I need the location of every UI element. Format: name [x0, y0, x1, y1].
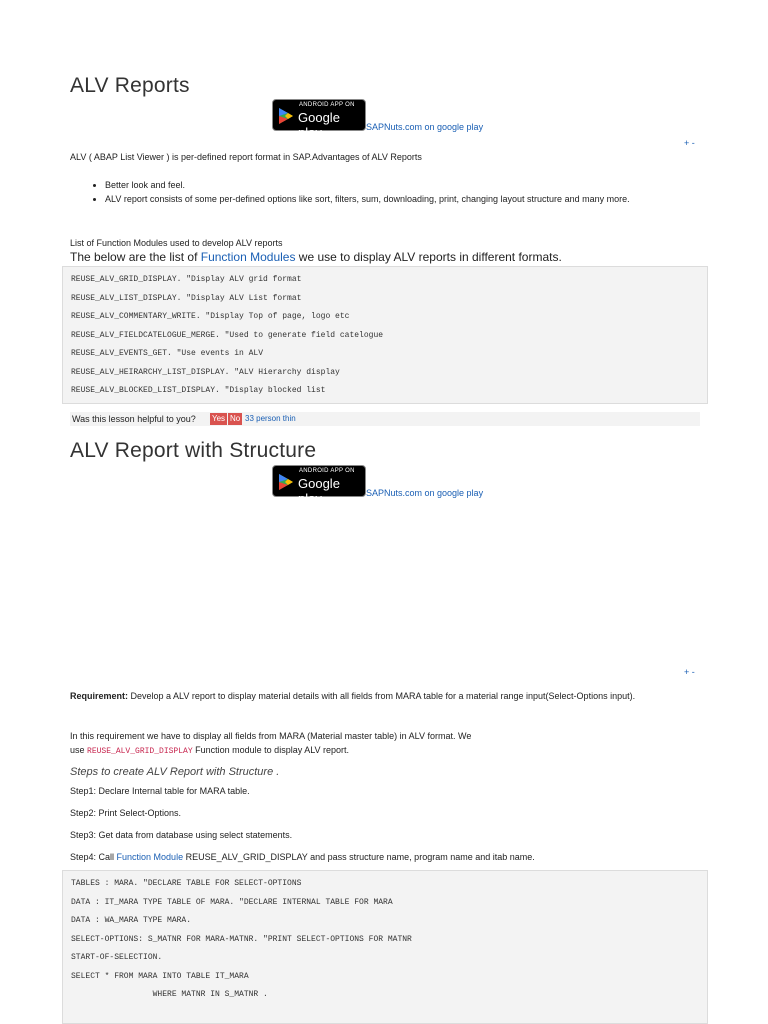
google-play-badge[interactable] [272, 99, 366, 140]
badge-store-name: Google play [298, 110, 340, 140]
alv-description: ALV ( ABAP List Viewer ) is per-defined report format in SAP.Advantages of ALV Reports [70, 152, 422, 162]
expand-collapse-toggle[interactable]: + - [684, 667, 695, 677]
google-play-link[interactable]: SAPNuts.com on google play [366, 488, 484, 498]
code-line: REUSE_ALV_LIST_DISPLAY. "Display ALV List format [71, 294, 302, 303]
step-1: Step1: Declare Internal table for MARA table. [70, 786, 250, 796]
google-play-badge[interactable] [272, 465, 366, 506]
code-block-program [62, 870, 708, 1024]
intro-text: The below are the list of [70, 250, 201, 264]
code-line: REUSE_ALV_HEIRARCHY_LIST_DISPLAY. "ALV Hierarchy display [71, 368, 340, 377]
fm-heading: List of Function Modules used to develop ALV reports [70, 238, 283, 248]
code-line: WHERE MATNR IN S_MATNR . [71, 990, 268, 999]
feedback-question: Was this lesson helpful to you? [72, 414, 196, 424]
page-title: ALV Reports [70, 74, 190, 97]
explanation-text: Function module to display ALV report. [192, 745, 350, 755]
play-store-icon [278, 473, 294, 491]
feedback-bar [70, 412, 700, 426]
step-2: Step2: Print Select-Options. [70, 808, 182, 818]
expand-collapse-toggle[interactable]: + - [684, 138, 695, 148]
advantages-list [91, 178, 675, 206]
step-3: Step3: Get data from database using select statements. [70, 830, 293, 840]
function-module-keyword: REUSE_ALV_GRID_DISPLAY [87, 747, 193, 756]
requirement-explanation [70, 729, 690, 759]
badge-caption: ANDROID APP ON [299, 468, 355, 474]
code-line: REUSE_ALV_EVENTS_GET. "Use events in ALV [71, 349, 264, 358]
code-line: REUSE_ALV_GRID_DISPLAY. "Display ALV grid format [71, 275, 302, 284]
code-line: TABLES : MARA. "DECLARE TABLE FOR SELECT-OPTIONS [71, 879, 302, 888]
section-title: ALV Report with Structure [70, 439, 317, 462]
list-item: • Better look and feel. [105, 178, 675, 192]
explanation-text: use [70, 745, 88, 755]
intro-text: we use to display ALV reports in different formats. [295, 250, 562, 264]
badge-caption: ANDROID APP ON [299, 102, 355, 108]
no-button[interactable]: No [230, 414, 241, 423]
badge-store-name: Google play [298, 476, 340, 506]
code-block-function-modules [62, 266, 708, 404]
list-item: • ALV report consists of some per-defined options like sort, filters, sum, downloading, print, changing layout structure and many more. [105, 192, 675, 206]
fm-intro [70, 250, 562, 264]
yes-button[interactable]: Yes [212, 414, 226, 423]
google-play-link[interactable]: SAPNuts.com on google play [366, 122, 484, 132]
play-store-icon [278, 107, 294, 125]
function-module-link[interactable]: Function Module [116, 852, 184, 862]
requirement-text: Develop a ALV report to display material details with all fields from MARA table for a material range input(Select-Options input). [128, 691, 636, 701]
requirement [70, 689, 690, 703]
step-4 [70, 850, 535, 864]
code-line: REUSE_ALV_FIELDCATELOGUE_MERGE. "Used to generate field catelogue [71, 331, 384, 340]
code-line: START-OF-SELECTION. [71, 953, 163, 962]
steps-heading: Steps to create ALV Report with Structure . [70, 766, 280, 778]
step-text: Step4: Call [70, 852, 117, 862]
step-text: REUSE_ALV_GRID_DISPLAY and pass structure name, program name and itab name. [183, 852, 535, 862]
function-modules-link[interactable]: Function Modules [200, 250, 296, 264]
code-line: REUSE_ALV_BLOCKED_LIST_DISPLAY. "Display blocked list [71, 386, 326, 395]
code-line: SELECT-OPTIONS: S_MATNR FOR MARA-MATNR. "PRINT SELECT-OPTIONS FOR MATNR [71, 935, 412, 944]
code-line: SELECT * FROM MARA INTO TABLE IT_MARA [71, 972, 249, 981]
requirement-label: Requirement: [70, 691, 129, 701]
feedback-count: 33 person thin [245, 414, 296, 423]
code-line: DATA : IT_MARA TYPE TABLE OF MARA. "DECLARE INTERNAL TABLE FOR MARA [71, 898, 393, 907]
explanation-text: In this requirement we have to display all fields from MARA (Material master table) in ALV format. We [70, 731, 472, 741]
code-line: DATA : WA_MARA TYPE MARA. [71, 916, 192, 925]
code-line: REUSE_ALV_COMMENTARY_WRITE. "Display Top of page, logo etc [71, 312, 350, 321]
